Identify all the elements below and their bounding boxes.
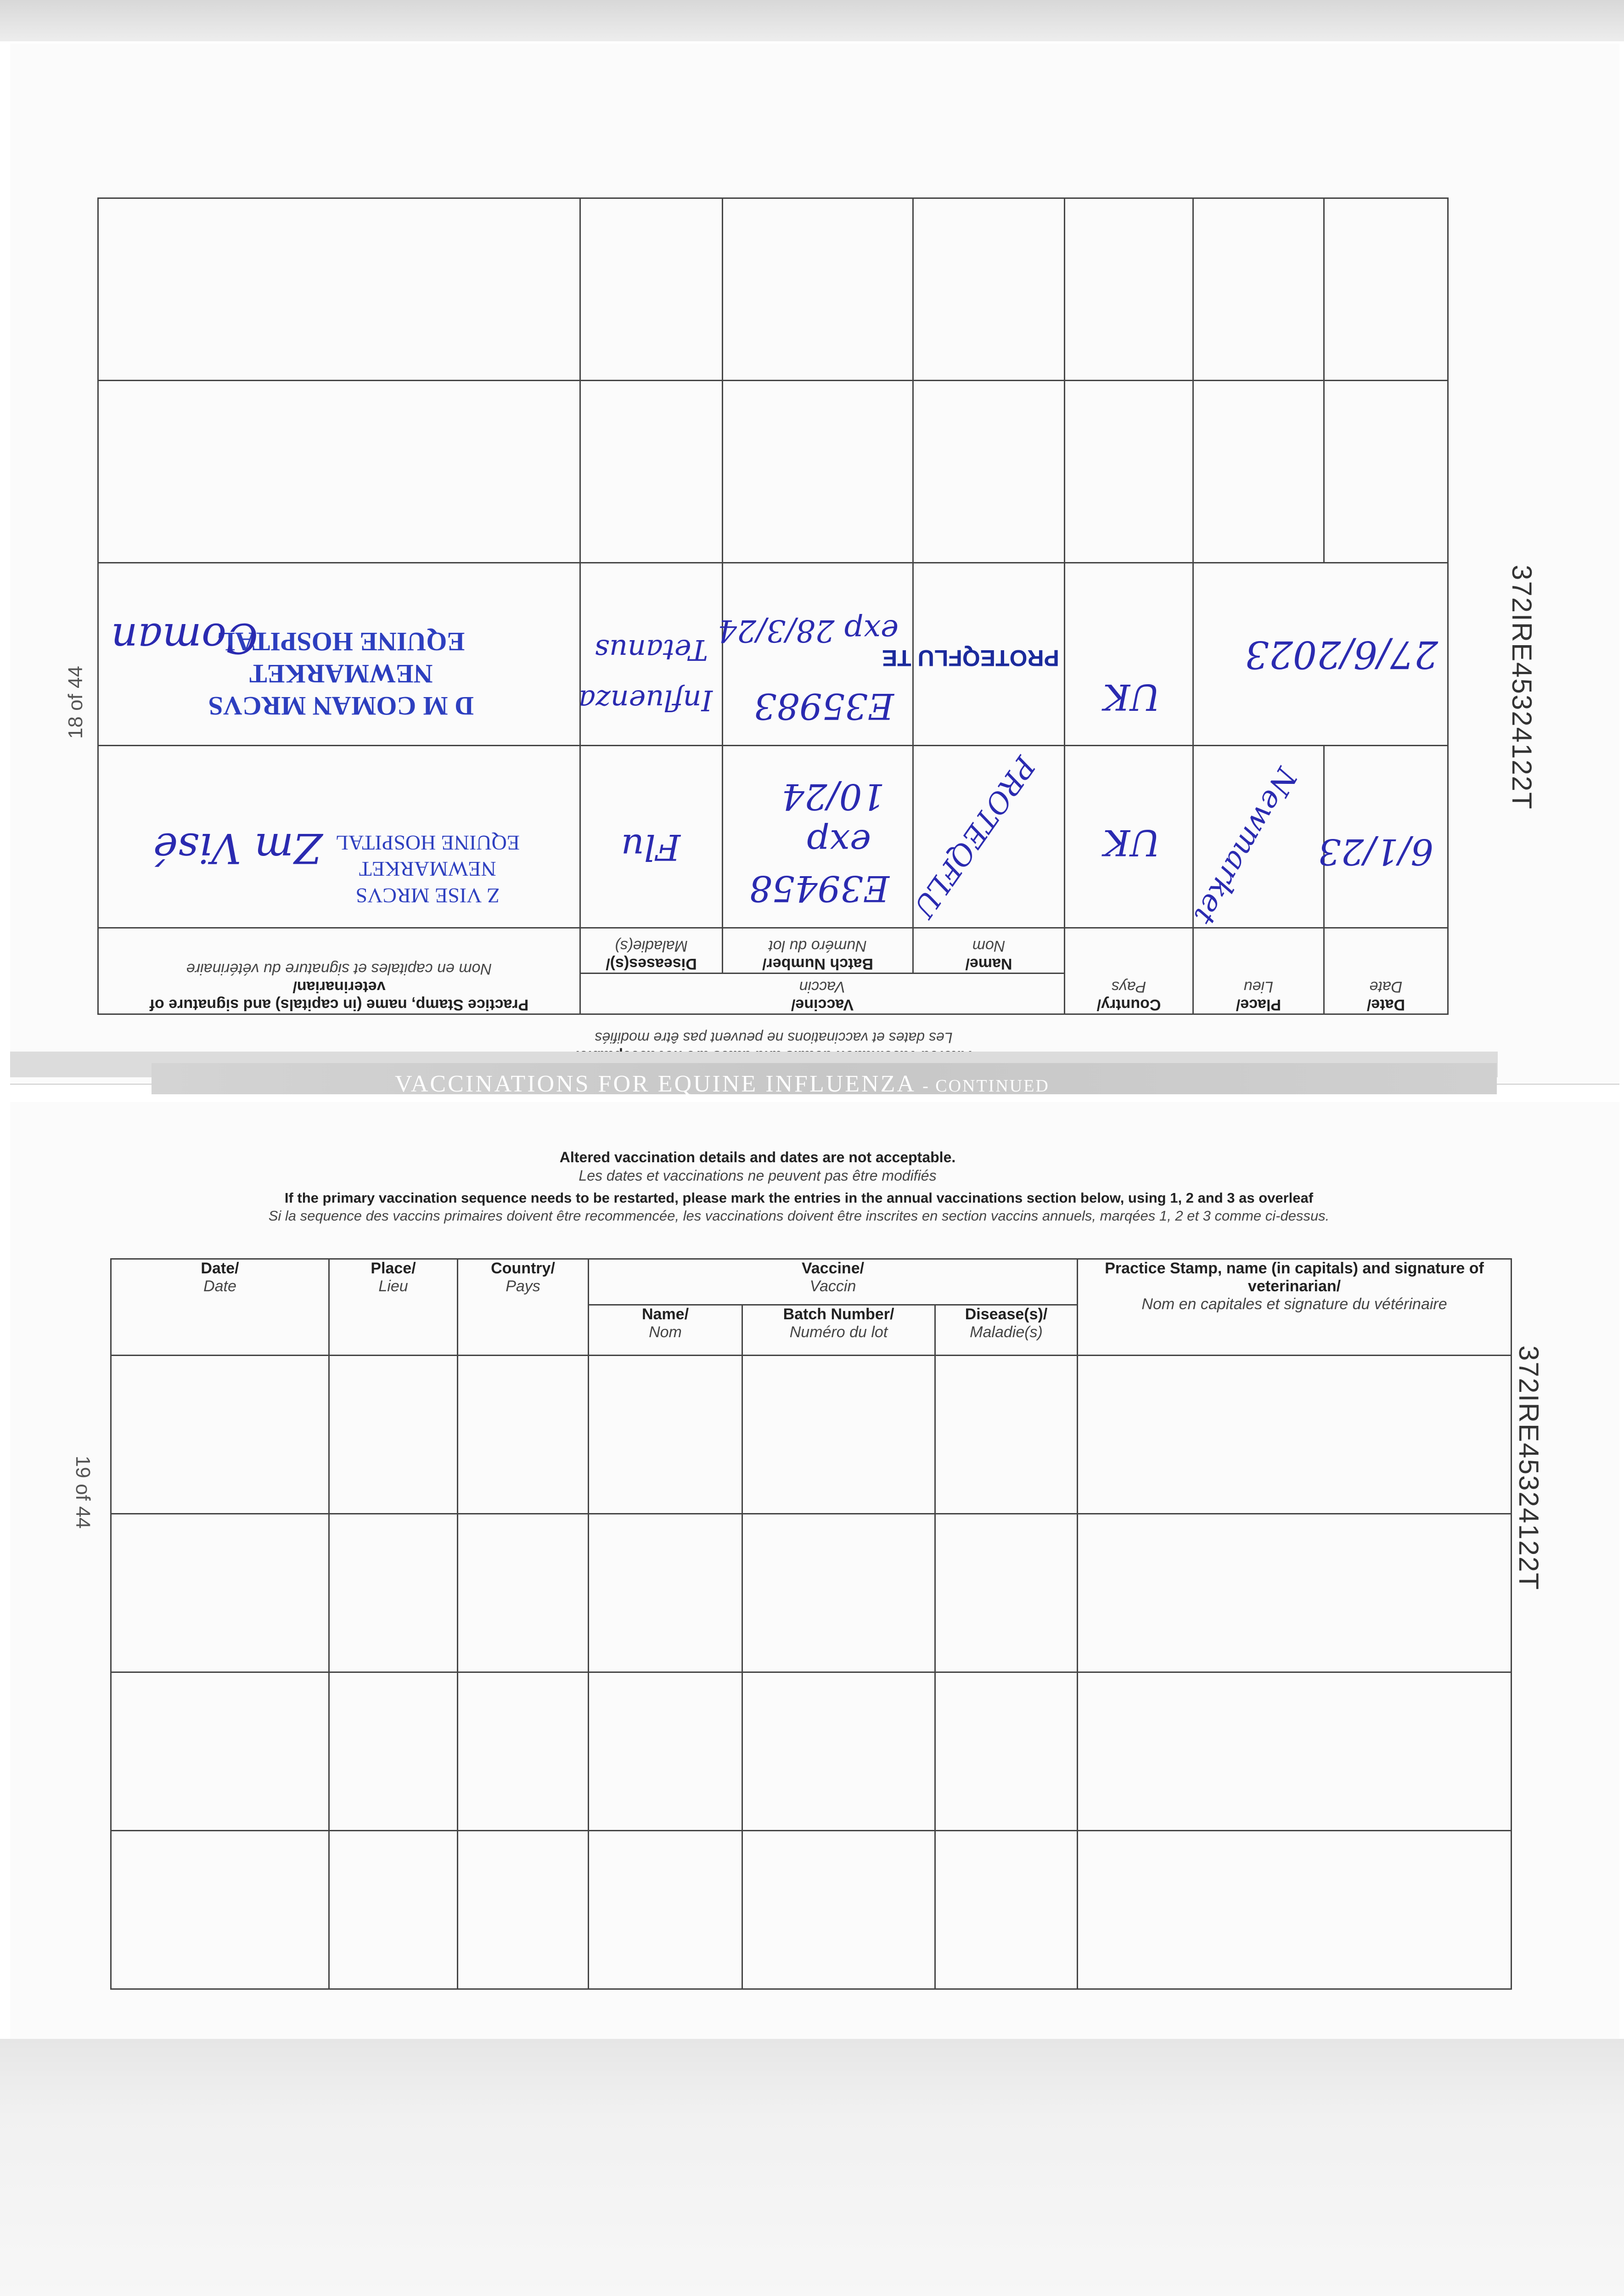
upper-date-header: Date/ Date [1324,928,1448,1014]
entry1-stamp-line2: NEWMARKET [359,857,496,881]
scanner-bottom-edge [0,2039,1624,2296]
entry1-country: UK [1065,745,1193,928]
entry1-stamp-line1: Z VISE MRCVS [355,884,500,907]
name-header: Name/ Nom [589,1305,742,1356]
upper-country-header: Country/ Pays [1065,928,1193,1014]
vaccine-header: Vaccine/ Vaccin [589,1259,1078,1305]
entry1-stamp [98,745,580,928]
lower-vaccination-table [110,1258,1512,1990]
place-header: Place/ Lieu [329,1259,458,1356]
disease-header: Disease(s)/ Maladie(s) [935,1305,1078,1356]
upper-horse-id: 372IRE45324122T [1506,565,1537,810]
lower-horse-id: 372IRE45324122T [1513,1345,1544,1591]
upper-stamp-header: Practice Stamp, name (in capitals) and signature of veterinarian/ Nom en capitales et signature du vétérinaire [98,928,580,1014]
entry2-country: UK [1065,563,1193,745]
entry2-disease: Influenza Tetanus [580,563,722,745]
entry1-place: Newmarket [1193,745,1324,928]
upper-empty-row-3 [98,381,1448,563]
upper-entry-row-2 [98,563,1448,745]
country-header: Country/ Pays [458,1259,589,1356]
upper-place-header: Place/ Lieu [1193,928,1324,1014]
upper-name-header: Name/ Nom [913,928,1065,973]
entry2-stamp-line3: EQUINE HOSPITAL [217,627,465,657]
entry2-batch: E35983 exp 28/3/24 [723,563,913,745]
entry2-signature: Coman [111,613,258,662]
section-title-suffix: - CONTINUED [922,1076,1050,1096]
entry2-vaccine-name: PROTEQFLU TE [913,563,1065,745]
entry1-vaccine-name: PROTEQFLU [913,745,1065,928]
entry1-signature: Zm Visé [153,823,322,872]
entry2-stamp-line1: D M COMAN MRCVS [208,691,474,721]
lower-empty-row-4 [111,1831,1512,1989]
lower-empty-row-1 [111,1356,1512,1514]
lower-page-number: 19 of 44 [72,1456,94,1529]
lower-restart-notice: If the primary vaccination sequence needs to be restarted, please mark the entries in the annual vaccinations section below, using 1, 2 and 3 as overleaf Si la sequence des vaccins primaires doivent être recommencée, les vaccinations doivent être inscrites en section vaccins annuels, marqées 1, 2 et 3 comme ci-dessus. [268,1190,1330,1224]
entry1-disease: Flu [580,745,722,928]
entry2-stamp [98,563,580,745]
lower-altered-notice: Altered vaccination details and dates are not acceptable. Les dates et vaccinations ne peuvent pas être modifiés [559,1149,956,1184]
entry2-stamp-line2: NEWMARKET [249,659,433,689]
stamp-header: Practice Stamp, name (in capitals) and signature of veterinarian/ Nom en capitales et signature du vétérinaire [1078,1259,1512,1356]
batch-header: Batch Number/ Numéro du lot [742,1305,935,1356]
upper-disease-header: Diseases(s)/ Maladie(s) [580,928,722,973]
upper-entry-row-1 [98,745,1448,928]
upper-vaccination-table [99,197,1449,1046]
upper-empty-row-4 [98,198,1448,381]
section-title: VACCINATIONS FOR EQUINE INFLUENZA - CONTINUED [395,1071,1050,1097]
entry1-batch: E39458 exp 10/24 [723,745,913,928]
date-header: Date/ Date [111,1259,329,1356]
entry1-date: 6/1/23 [1324,745,1448,928]
upper-altered-notice: Les dates et vaccinations ne peuvent pas être modifiés [595,1030,953,1046]
entry1-stamp-line3: EQUINE HOSPITAL [335,831,520,855]
upper-batch-header: Batch Number/ Numéro du lot [723,928,913,973]
lower-empty-row-3 [111,1672,1512,1831]
entry2-date-place: 27/6/2023 [1193,563,1448,745]
lower-empty-row-2 [111,1514,1512,1672]
upper-page-number: 18 of 44 [64,666,87,739]
upper-vaccine-header: Vaccine/ Vaccin [580,974,1064,1014]
upper-grid [97,197,1449,1015]
scanner-top-edge [0,0,1624,41]
